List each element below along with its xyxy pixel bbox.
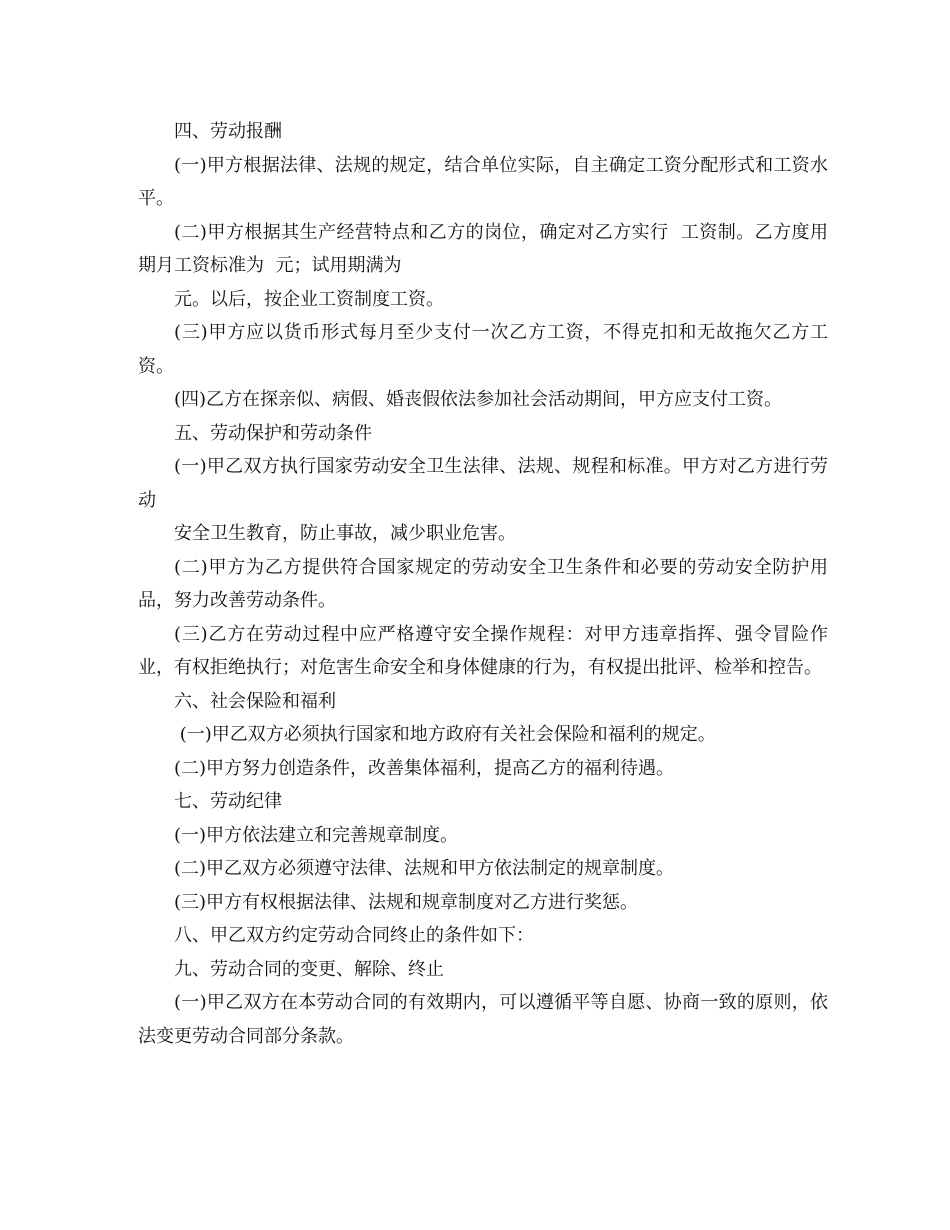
section-heading-8: 八、甲乙双方约定劳动合同终止的条件如下：: [174, 925, 534, 946]
clause-7-1: (一)甲方依法建立和完善规章制度。: [174, 824, 459, 846]
clause-4-2: (二)甲方根据其生产经营特点和乙方的岗位，确定对乙方实行 工资制。乙方度用期月工资标准为 元；试用期满为: [138, 221, 828, 276]
clause-4-1: (一)甲方根据法律、法规的规定，结合单位实际，自主确定工资分配形式和工资水平。: [138, 154, 828, 209]
section-heading-5: 五、劳动保护和劳动条件: [174, 422, 372, 444]
clause-7-3: (三)甲方有权根据法律、法规和规章制度对乙方进行奖惩。: [174, 891, 639, 913]
clause-5-1-continued: 安全卫生教育，防止事故，减少职业危害。: [174, 523, 516, 544]
section-heading-4: 四、劳动报酬: [174, 121, 282, 142]
section-heading-7: 七、劳动纪律: [174, 791, 282, 812]
clause-5-3: (三)乙方在劳动过程中应严格遵守安全操作规程：对甲方违章指挥、强令冒险作业，有权拒绝执行；对危害生命安全和身体健康的行为，有权提出批评、检举和控告。: [138, 623, 828, 678]
clause-5-2: (二)甲方为乙方提供符合国家规定的劳动安全卫生条件和必要的劳动安全防护用品，努力改善劳动条件。: [138, 556, 828, 611]
clause-6-2: (二)甲方努力创造条件，改善集体福利，提高乙方的福利待遇。: [174, 757, 675, 779]
clause-7-2: (二)甲乙双方必须遵守法律、法规和甲方依法制定的规章制度。: [174, 858, 675, 879]
section-heading-9: 九、劳动合同的变更、解除、终止: [174, 958, 444, 980]
clause-4-2-continued: 元。以后，按企业工资制度工资。: [174, 288, 444, 310]
clause-4-3: (三)甲方应以货币形式每月至少支付一次乙方工资，不得克扣和无故拖欠乙方工资。: [138, 322, 828, 377]
clause-9-1: (一)甲乙双方在本劳动合同的有效期内，可以遵循平等自愿、协商一致的原则，依法变更劳动合同部分条款。: [138, 992, 828, 1047]
clause-4-4: (四)乙方在探亲似、病假、婚丧假依法参加社会活动期间，甲方应支付工资。: [174, 389, 783, 410]
section-heading-6: 六、社会保险和福利: [174, 690, 336, 712]
clause-5-1: (一)甲乙双方执行国家劳动安全卫生法律、法规、规程和标准。甲方对乙方进行劳动: [138, 456, 828, 511]
clause-6-1: (一)甲乙双方必须执行国家和地方政府有关社会保险和福利的规定。: [174, 724, 716, 745]
document-body: [138, 115, 828, 1053]
